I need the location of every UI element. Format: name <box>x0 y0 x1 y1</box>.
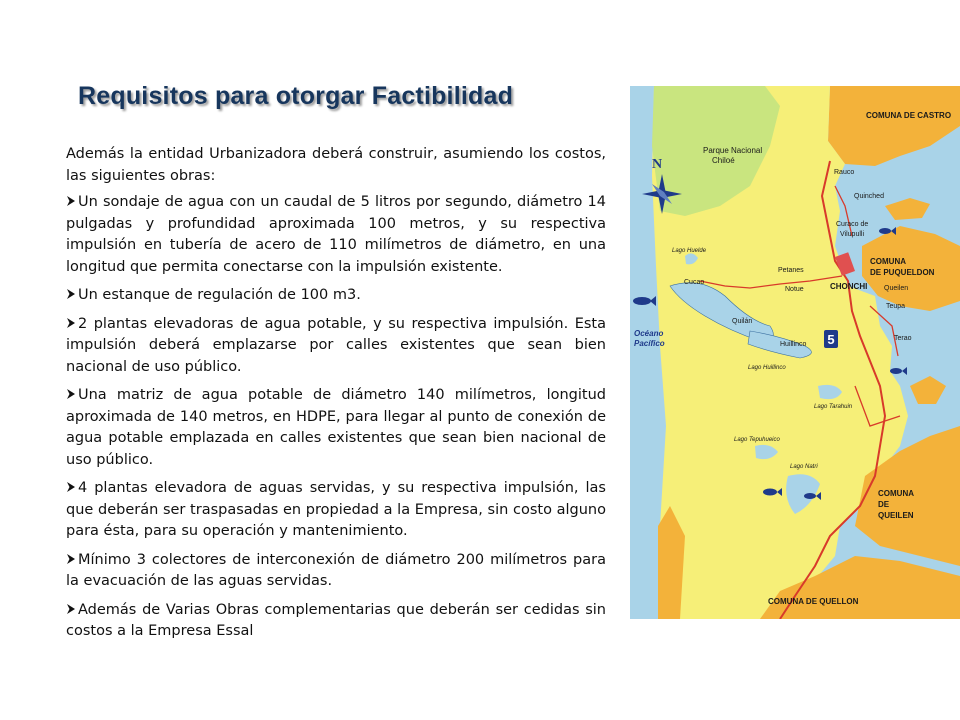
label-parque-2: Chiloé <box>712 156 735 165</box>
label-queilen-2: DE <box>878 500 890 509</box>
list-item-text: Una matriz de agua potable de diámetro 140 milímetros, longitud aproximada de 140 metros, en HDPE, para llegar al punto de conexión de agua potable emplazada en calles existentes que sean bien nacional de uso público. <box>66 387 606 468</box>
label-huillinco: Huillinco <box>780 341 807 348</box>
label-notue: Notue <box>785 286 804 293</box>
chiloe-map <box>630 86 960 619</box>
arrow-bullet-icon <box>66 388 76 400</box>
arrow-bullet-icon <box>66 603 76 615</box>
arrow-bullet-icon <box>66 317 76 329</box>
list-item <box>66 478 606 543</box>
label-lago-tarahuin: Lago Tarahuin <box>814 404 853 410</box>
label-lago-tepuhueico: Lago Tepuhueico <box>734 437 780 443</box>
label-castro: COMUNA DE CASTRO <box>866 111 952 120</box>
arrow-bullet-icon <box>66 553 76 565</box>
label-chonchi: CHONCHI <box>830 282 868 291</box>
list-item-text: Un sondaje de agua con un caudal de 5 litros por segundo, diámetro 14 pulgadas y profundidad aproximada 100 metros, y su respectiva impulsión en tubería de acero de 110 milímetros de diámetro, en una longitud que permita conectarse con la impulsión existente. <box>66 194 606 275</box>
label-parque-1: Parque Nacional <box>703 146 763 155</box>
list-item-text: Además de Varias Obras complementarias que deberán ser cedidas sin costos a la Empresa Essal <box>66 601 606 639</box>
label-lago-natri: Lago Natri <box>790 464 818 470</box>
label-lago-huelde: Lago Huelde <box>672 248 707 254</box>
label-quilan: Quilán <box>732 318 753 325</box>
arrow-bullet-icon <box>66 481 76 493</box>
label-teupa: Teupa <box>886 303 906 310</box>
label-rauco: Rauco <box>834 169 855 176</box>
label-lago-huillinco: Lago Huillinco <box>748 365 786 371</box>
label-queilen-3: QUEILEN <box>878 511 914 520</box>
list-item <box>66 285 606 307</box>
requirements-text <box>66 144 606 650</box>
list-item <box>66 550 606 593</box>
arrow-bullet-icon <box>66 288 76 300</box>
label-puqueldon-2: DE PUQUELDON <box>870 268 935 277</box>
list-item <box>66 314 606 379</box>
label-queilen-top: Queilen <box>884 285 909 292</box>
list-item-text: 2 plantas elevadoras de agua potable, y su respectiva impulsión. Esta impulsión deberá emplazarse por calles existentes que sean bien nacional de uso público. <box>66 315 606 375</box>
arrow-bullet-icon <box>66 195 76 207</box>
label-quinched: Quinched <box>854 193 884 200</box>
list-item-text: Mínimo 3 colectores de interconexión de diámetro 200 milímetros para la evacuación de las aguas servidas. <box>66 551 606 589</box>
label-oceano-1: Océano <box>634 329 664 338</box>
label-quellon: COMUNA DE QUELLON <box>768 597 859 606</box>
north-label: N <box>652 157 663 172</box>
label-oceano-2: Pacífico <box>634 339 665 348</box>
requirements-list <box>66 192 606 643</box>
list-item-text: 4 plantas elevadora de aguas servidas, y su respectiva impulsión, las que deberán ser traspasadas en propiedad a la Empresa, sin costo alguno para ésta, para su operación y mantenimiento. <box>66 480 606 539</box>
list-item <box>66 600 606 643</box>
label-petanes: Petanes <box>778 267 804 274</box>
label-puqueldon-1: COMUNA <box>870 257 906 266</box>
intro-paragraph: Además la entidad Urbanizadora deberá construir, asumiendo los costos, las siguientes obras: <box>66 146 606 184</box>
label-terao: Terao <box>894 335 912 342</box>
route-number: 5 <box>827 332 835 347</box>
label-queilen-1: COMUNA <box>878 489 914 498</box>
list-item-text: Un estanque de regulación de 100 m3. <box>78 287 361 303</box>
list-item <box>66 192 606 278</box>
label-curaco-1: Curaco de <box>836 221 869 228</box>
list-item <box>66 385 606 471</box>
label-cucao: Cucao <box>684 279 705 286</box>
label-curaco-2: Vilupulli <box>840 231 864 238</box>
slide-title: Requisitos para otorgar Factibilidad <box>78 82 514 110</box>
